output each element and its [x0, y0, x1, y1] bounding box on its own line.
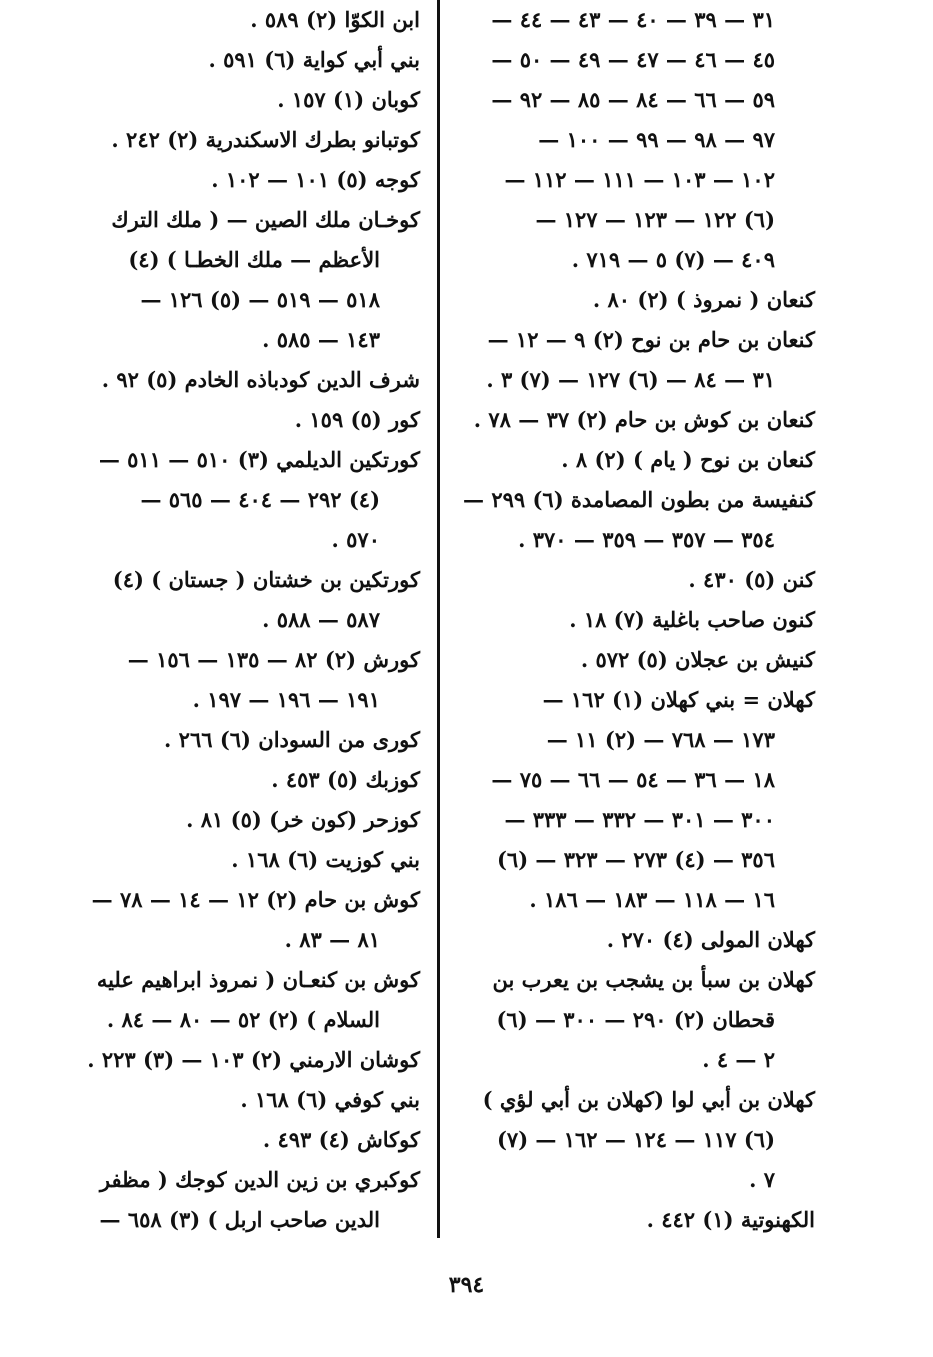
index-entry-line: كوكبري بن زين الدين كوجك ( مظفر [99, 1167, 420, 1192]
index-entry-line: ١٩١ — ١٩٦ — ١٩٧ . [192, 687, 380, 712]
index-entry-line: كوتبانو بطرك الاسكندرية (٢) ٢٤٢ . [111, 127, 420, 152]
index-entry-line: ١٤٣ — ٥٨٥ . [262, 327, 380, 352]
index-entry-line: ٩٧ — ٩٨ — ٩٩ — ١٠٠ — [538, 127, 775, 152]
index-entry-line: ٤٥ — ٤٦ — ٤٧ — ٤٩ — ٥٠ — [491, 47, 775, 72]
index-entry-line: ١٨ — ٣٦ — ٥٤ — ٦٦ — ٧٥ — [491, 767, 775, 792]
index-entry-line: كوش بن كنعـان ( نمروذ ابراهيم عليه [96, 967, 420, 992]
index-entry-line: ١٠٢ — ١٠٣ — ١١١ — ١١٢ — [504, 167, 775, 192]
index-entry-line: كورتكين الديلمي (٣) ٥١٠ — ٥١١ — [98, 447, 420, 472]
index-entry-line: كوجه (٥) ١٠١ — ١٠٢ . [211, 167, 420, 192]
index-entry-line: كوكاش (٤) ٤٩٣ . [262, 1127, 420, 1152]
index-entry-line: (٦) ١١٧ — ١٢٤ — ١٦٢ — (٧) [496, 1127, 775, 1152]
index-entry-line: السلام ) (٢) ٥٢ — ٨٠ — ٨٤ . [106, 1007, 380, 1032]
index-entry-line: الدين صاحب اربل ) (٣) ٦٥٨ — [99, 1207, 380, 1232]
index-entry-line: الأعظم — ملك الخطـا ) (٤) [128, 247, 380, 272]
index-entry-line: كوشان الارمني (٢) ١٠٣ — (٣) ٢٢٣ . [87, 1047, 420, 1072]
index-entry-line: ٣٥٦ — (٤) ٢٧٣ — ٣٢٣ — (٦) [496, 847, 775, 872]
index-entry-line: كوبان (١) ١٥٧ . [277, 87, 420, 112]
index-entry-line: كنعان بن حام بن نوح (٢) ٩ — ١٢ — [487, 327, 815, 352]
index-entry-line: كهلان بن سبأ بن يشجب بن يعرب بن [492, 967, 815, 992]
page-number: ٣٩٤ [448, 1272, 485, 1298]
index-entry-line: بني أبي كواية (٦) ٥٩١ . [208, 47, 420, 72]
index-entry-line: ٧ . [749, 1167, 775, 1192]
index-entry-line: كنعان بن نوح ( يام ) (٢) ٨ . [561, 447, 815, 472]
index-entry-line: كنون صاحب باغلية (٧) ١٨ . [569, 607, 815, 632]
index-entry-line: كور (٥) ١٥٩ . [294, 407, 420, 432]
index-entry-line: ابن الكوّا (٢) ٥٨٩ . [250, 7, 420, 32]
index-entry-line: بني كوزيت (٦) ١٦٨ . [231, 847, 420, 872]
index-entry-line: شرف الدين كودباذه الخادم (٥) ٩٢ . [101, 367, 420, 392]
index-entry-line: ٣٥٤ — ٣٥٧ — ٣٥٩ — ٣٧٠ . [518, 527, 775, 552]
index-entry-line: ١٦ — ١١٨ — ١٨٣ — ١٨٦ . [529, 887, 775, 912]
index-entry-line: كورش (٢) ٨٢ — ١٣٥ — ١٥٦ — [127, 647, 420, 672]
index-entry-line: كوخـان ملك الصين — ( ملك الترك [111, 207, 420, 232]
index-entry-line: ٣٠٠ — ٣٠١ — ٣٣٢ — ٣٣٣ — [504, 807, 775, 832]
index-entry-line: كنن (٥) ٤٣٠ . [688, 567, 815, 592]
index-entry-line: كنفيسة من بطون المصامدة (٦) ٢٩٩ — [463, 487, 815, 512]
index-entry-line: ٥٩ — ٦٦ — ٨٤ — ٨٥ — ٩٢ — [491, 87, 775, 112]
index-entry-line: كهلان المولى (٤) ٢٧٠ . [606, 927, 815, 952]
index-entry-line: كهلان = بني كهلان (١) ١٦٢ — [542, 687, 815, 712]
index-entry-line: كورى من السودان (٦) ٢٦٦ . [164, 727, 420, 752]
index-entry-line: ٢ — ٤ . [702, 1047, 775, 1072]
index-entry-line: بني كوفي (٦) ١٦٨ . [240, 1087, 420, 1112]
index-entry-line: كوزحر (كون خر) (٥) ٨١ . [186, 807, 420, 832]
index-entry-line: كنعان ( نمروذ ) (٢) ٨٠ . [592, 287, 815, 312]
index-entry-line: ٨١ — ٨٣ . [284, 927, 380, 952]
index-entry-line: ٤٠٩ — (٧) ٥ — ٧١٩ . [571, 247, 775, 272]
index-entry-line: كهلان بن أبي لوا (كهلان بن أبي لؤي ) [482, 1087, 815, 1112]
index-entry-line: كنعان بن كوش بن حام (٢) ٣٧ — ٧٨ . [473, 407, 815, 432]
column-divider [437, 0, 440, 1238]
index-entry-line: ٥٧٠ . [331, 527, 380, 552]
index-entry-line: كوش بن حام (٢) ١٢ — ١٤ — ٧٨ — [91, 887, 420, 912]
index-entry-line: ١٧٣ — ٧٦٨ — (٢) ١١ — [546, 727, 775, 752]
index-entry-line: كورتكين بن خشتان ( جستان ) (٤) [112, 567, 420, 592]
index-entry-line: (٦) ١٢٢ — ١٢٣ — ١٢٧ — [535, 207, 775, 232]
index-column-right [463, 0, 815, 1240]
index-entry-line: (٤) ٢٩٢ — ٤٠٤ — ٥٦٥ — [140, 487, 380, 512]
index-entry-line: الكهنوتية (١) ٤٤٢ . [646, 1207, 815, 1232]
index-entry-line: ٥١٨ — ٥١٩ — (٥) ١٢٦ — [140, 287, 380, 312]
index-entry-line: ٣١ — ٨٤ — (٦) ١٢٧ — (٧) ٣ . [486, 367, 775, 392]
index-column-left [72, 0, 420, 1240]
index-entry-line: قحطان (٢) ٢٩٠ — ٣٠٠ — (٦) [496, 1007, 775, 1032]
index-entry-line: ٣١ — ٣٩ — ٤٠ — ٤٣ — ٤٤ — [491, 7, 775, 32]
index-entry-line: كوزبك (٥) ٤٥٣ . [271, 767, 420, 792]
index-entry-line: كنيش بن عجلان (٥) ٥٧٢ . [580, 647, 815, 672]
index-entry-line: ٥٨٧ — ٥٨٨ . [262, 607, 380, 632]
